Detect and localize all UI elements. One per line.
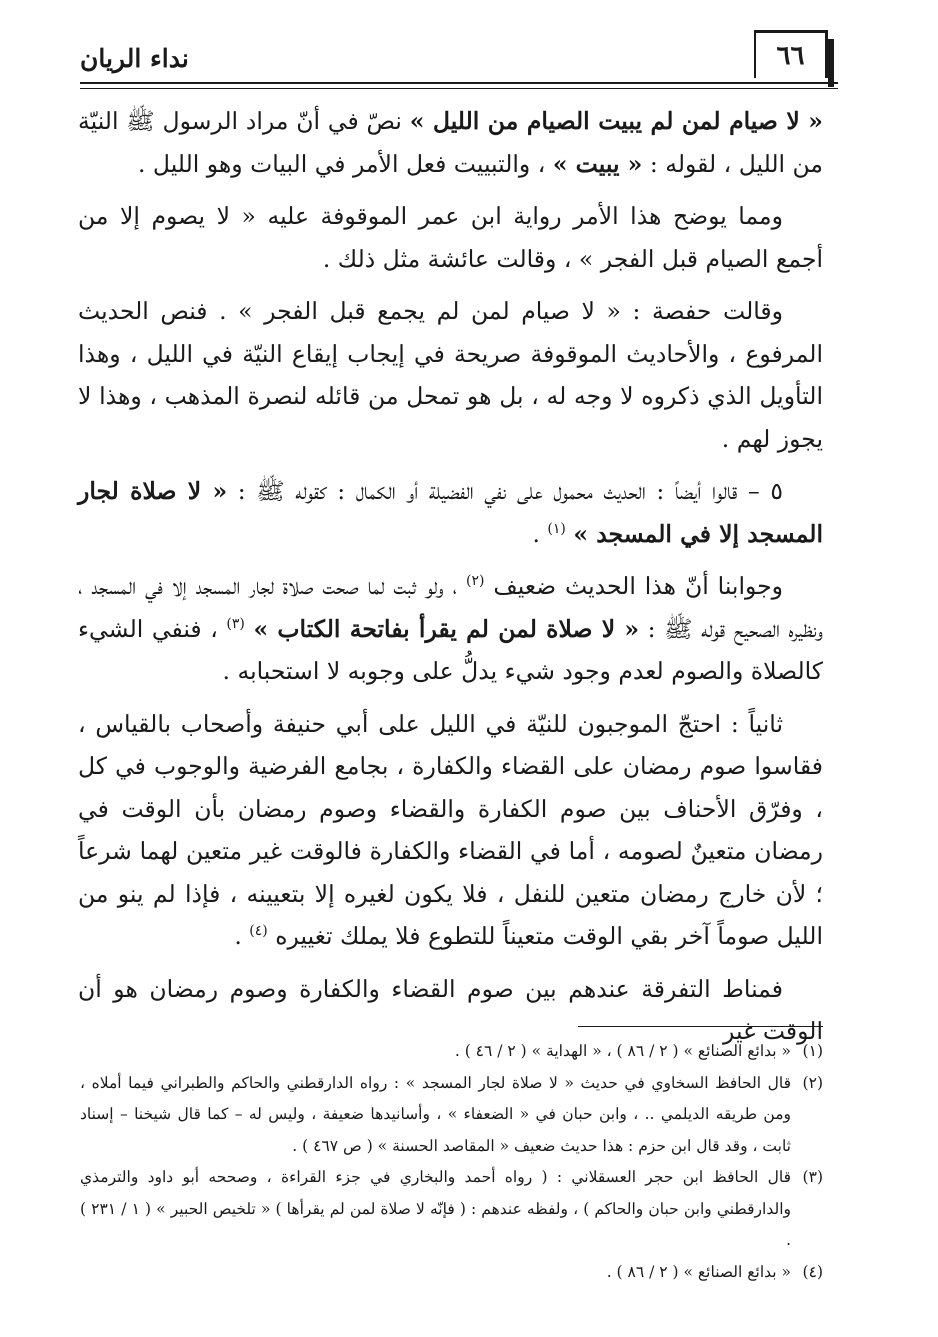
text-span: ، فنفي الشيء كالصلاة والصوم لعدم وجود شيء يدلُّ على وجوبه لا استحبابه . bbox=[78, 614, 823, 685]
paragraph-1 bbox=[78, 100, 823, 185]
hadith-quote: « لا صيام لمن لم يبيت الصيام من الليل » bbox=[409, 107, 823, 135]
footnote-ref[interactable]: (٢) bbox=[466, 573, 485, 590]
paragraph-3: وقالت حفصة : « لا صيام لمن لم يجمع قبل الفجر » . فنص الحديث المرفوع ، والأحاديث الموقوفة صريحة في إيجاب إيقاع النيّة في الليل ، وهذا التأويل الذي ذكروه لا وجه له ، بل هو تمحل من قائله لنصرة المذهب ، وهذا لا يجوز لهم . bbox=[78, 297, 823, 453]
text-span: ، والتبييت فعل الأمر في البيات وهو الليل . bbox=[137, 149, 553, 178]
footnote-number: (٢) bbox=[802, 1073, 823, 1092]
footnote-item bbox=[80, 1068, 823, 1163]
text-span: ، ولو ثبت لما صحت صلاة لجار المسجد إلا في المسجد ، ونظيره الصحيح قوله ﷺ : bbox=[78, 572, 823, 643]
footnote-text: « بدائع الصنائع » ( ٢ / ٨٦ ) . bbox=[606, 1262, 791, 1281]
footnote-ref[interactable]: (٤) bbox=[249, 923, 268, 940]
footnote-text: « بدائع الصنائع » ( ٢ / ٨٦ ) ، « الهداية » ( ٢ / ٤٦ ) . bbox=[454, 1042, 791, 1060]
hadith-quote: « لا صلاة لجار المسجد إلا في المسجد » bbox=[78, 477, 823, 548]
paragraph-6 bbox=[78, 703, 823, 958]
footnote-text: قال الحافظ السخاوي في حديث « لا صلاة لجار المسجد » : رواه الدارقطني والحاكم والطبراني فيما أملاه ، ومن طريقه الديلمي .. ، وابن حبان في « الضعفاء » ، وأسانيدها ضعيفة ، وليس له – كما قال شيخنا – إسناد ثابت ، وقد قال ابن حزم : هذا حديث ضعيف « المقاصد الحسنة » ( ص ٤٦٧ ) . bbox=[80, 1073, 791, 1155]
footnote-number: (٤) bbox=[802, 1262, 823, 1281]
text-span: . bbox=[532, 519, 548, 548]
page-number: ٦٦ bbox=[754, 30, 828, 78]
footnote-ref[interactable]: (١) bbox=[547, 520, 566, 537]
paragraph-2: ومما يوضح هذا الأمر رواية ابن عمر الموقوفة عليه « لا يصوم إلا من أجمع الصيام قبل الفجر » ، وقالت عائشة مثل ذلك . bbox=[78, 202, 823, 273]
hadith-quote: « لا صلاة لمن لم يقرأ بفاتحة الكتاب » bbox=[253, 614, 640, 643]
footnote-text: قال الحافظ ابن حجر العسقلاني : ( رواه أحمد والبخاري في جزء القراءة ، وصححه أبو داود والترمذي والدارقطني وابن حبان والحاكم ) ، ولفظه عندهم : ( فإنّه لا صلاة لمن لم يقرأها ) « تلخيص الحبير » ( ١ / ٢٣١ ) . bbox=[80, 1168, 791, 1249]
text-span: وجوابنا أنّ هذا الحديث ضعيف bbox=[484, 572, 783, 600]
footnote-rule bbox=[578, 1026, 823, 1027]
text-span: . bbox=[234, 922, 250, 950]
footnote-number: (٣) bbox=[802, 1168, 823, 1186]
footnote-item bbox=[80, 1036, 823, 1068]
paragraph-5 bbox=[78, 565, 823, 693]
text-span: ٥ – قالوا أيضاً : الحديث محمول على نفي الفضيلة أو الكمال : كقوله ﷺ : bbox=[227, 477, 784, 505]
body-text bbox=[78, 100, 823, 1063]
footnotes bbox=[80, 1036, 823, 1288]
running-title: نداء الريان bbox=[80, 44, 189, 73]
footnote-ref[interactable]: (٣) bbox=[226, 615, 245, 632]
text-span: نصّ في أنّ مراد الرسول ﷺ النيّة من الليل ، لقوله : bbox=[78, 107, 823, 178]
header-rule bbox=[80, 82, 838, 89]
paragraph-4 bbox=[78, 470, 823, 555]
footnote-item bbox=[80, 1257, 823, 1289]
footnote-number: (١) bbox=[802, 1042, 823, 1060]
footnote-item bbox=[80, 1162, 823, 1257]
paragraph-7: فمناط التفرقة عندهم بين صوم القضاء والكفارة وصوم رمضان هو أن الوقت غير bbox=[78, 974, 823, 1045]
quoted-word: « يبيت » bbox=[552, 149, 643, 178]
text-span: ثانياً : احتجّ الموجبون للنيّة في الليل على أبي حنيفة وأصحاب بالقياس ، فقاسوا صوم رمضان على القضاء والكفارة ، بجامع الفرضية والوجوب في كل ، وفرّق الأحناف بين صوم الكفارة والقضاء وصوم رمضان بأن الوقت في رمضان متعينٌ لصومه ، أما في القضاء والكفارة فالوقت غير متعين لهما شرعاً ؛ لأن خارج رمضان متعين للنفل ، فلا يكون لغيره إلا بتعيينه ، فإذا لم ينو من الليل صوماً آخر بقي الوقت متعيناً للتطوع فلا يملك تغييره bbox=[78, 709, 823, 950]
page-header bbox=[80, 30, 828, 90]
